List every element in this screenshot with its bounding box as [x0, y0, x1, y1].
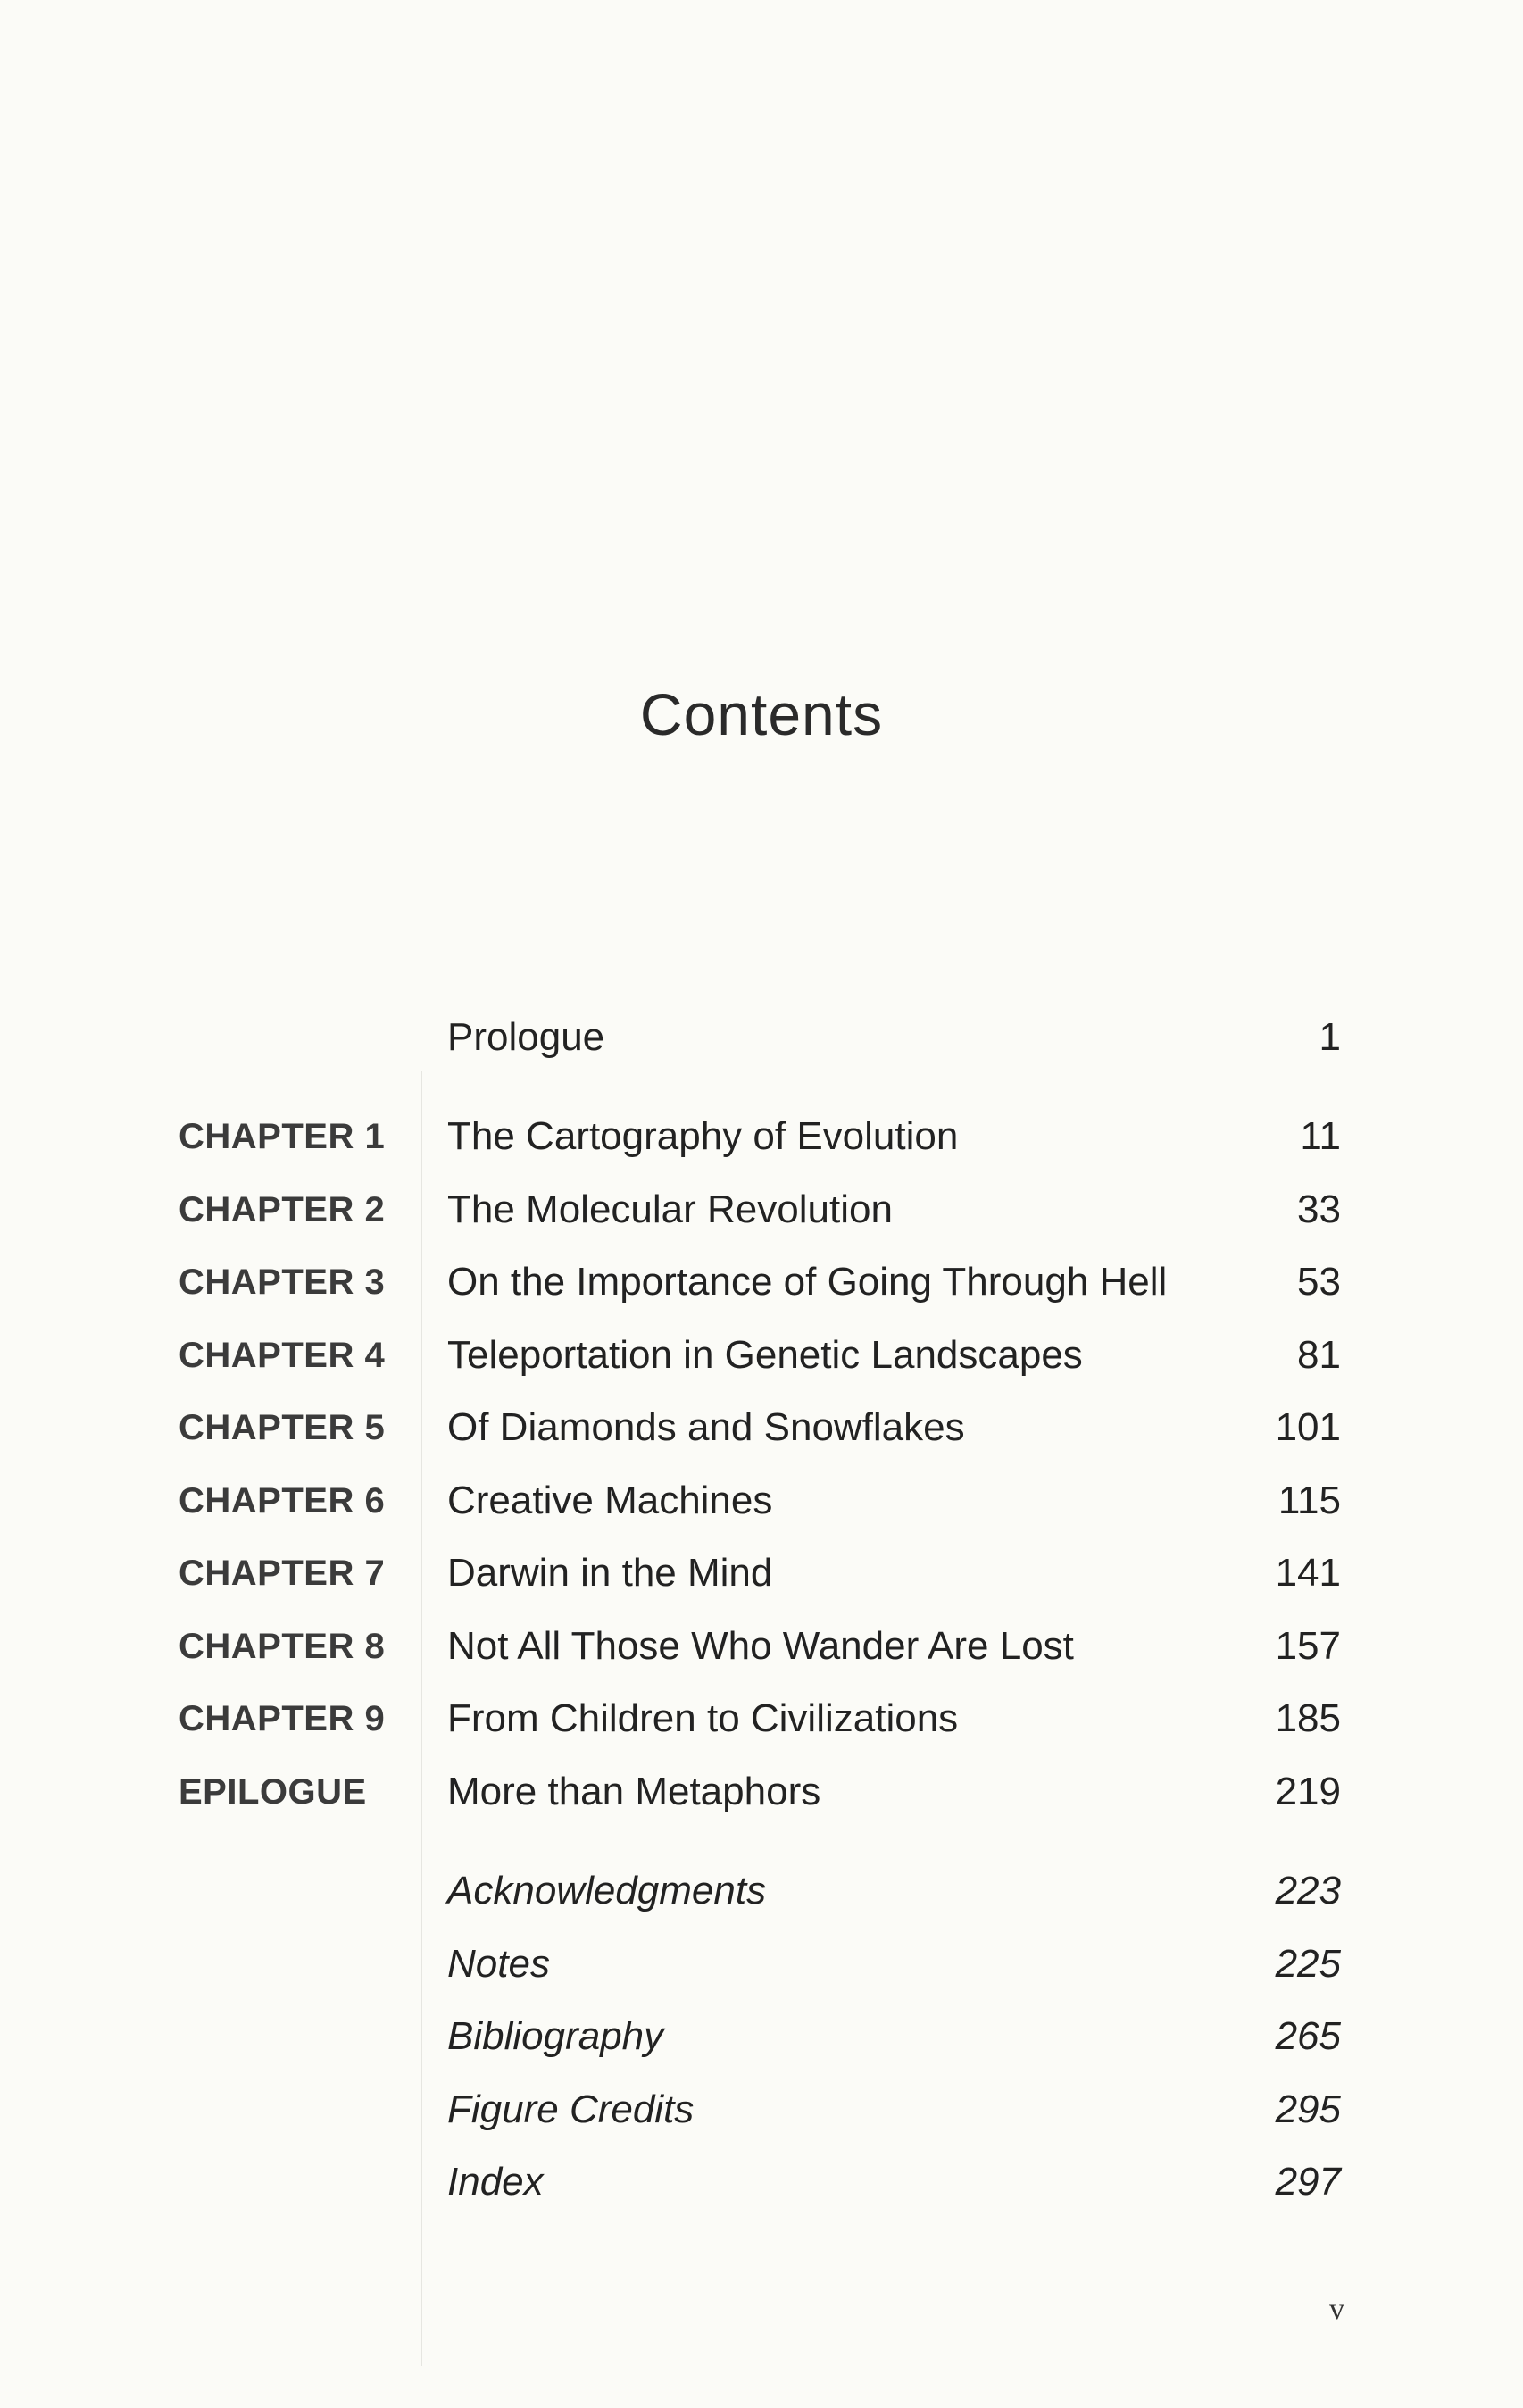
toc-entry-title: Figure Credits — [447, 2087, 695, 2131]
toc-row-chapter-4[interactable] — [0, 1329, 1523, 1382]
toc-entry-page: 157 — [1275, 1624, 1341, 1668]
chapter-label: CHAPTER 5 — [179, 1408, 386, 1447]
page-title: Contents — [639, 681, 884, 747]
toc-row-chapter-5[interactable] — [0, 1401, 1523, 1454]
toc-row-chapter-6[interactable] — [0, 1474, 1523, 1528]
toc-entry-page: 141 — [1275, 1551, 1341, 1595]
chapter-label: CHAPTER 3 — [179, 1262, 386, 1302]
toc-row-epilogue[interactable] — [0, 1765, 1523, 1819]
toc-entry-title: Notes — [447, 1942, 550, 1986]
toc-row-bibliography[interactable] — [0, 2010, 1523, 2063]
toc-row-prologue[interactable] — [0, 1011, 1523, 1064]
toc-row-chapter-3[interactable] — [0, 1255, 1523, 1309]
toc-entry-title: Of Diamonds and Snowflakes — [447, 1405, 965, 1449]
toc-entry-title: Darwin in the Mind — [447, 1551, 773, 1595]
toc-entry-title: Bibliography — [447, 2014, 664, 2058]
chapter-label: CHAPTER 2 — [179, 1190, 386, 1229]
toc-entry-title: Index — [447, 2160, 544, 2204]
toc-entry-title: Prologue — [447, 1015, 605, 1059]
toc-row-acknowledgments[interactable] — [0, 1864, 1523, 1918]
toc-entry-title: The Molecular Revolution — [447, 1187, 893, 1231]
toc-entry-page: 101 — [1275, 1405, 1341, 1449]
toc-entry-title: Acknowledgments — [447, 1869, 767, 1912]
chapter-label: CHAPTER 9 — [179, 1699, 386, 1738]
toc-row-chapter-1[interactable] — [0, 1110, 1523, 1163]
toc-entry-page: 223 — [1275, 1869, 1341, 1912]
toc-row-figure-credits[interactable] — [0, 2083, 1523, 2137]
toc-row-chapter-2[interactable] — [0, 1183, 1523, 1237]
toc-entry-title: More than Metaphors — [447, 1770, 821, 1813]
toc-entry-page: 115 — [1277, 1479, 1341, 1522]
toc-entry-title: Teleportation in Genetic Landscapes — [447, 1333, 1083, 1377]
toc-entry-title: Not All Those Who Wander Are Lost — [447, 1624, 1074, 1668]
toc-entry-page: 81 — [1297, 1333, 1341, 1377]
toc-row-chapter-7[interactable] — [0, 1546, 1523, 1600]
chapter-label: CHAPTER 7 — [179, 1554, 386, 1593]
chapter-label: CHAPTER 6 — [179, 1481, 386, 1521]
toc-row-index[interactable] — [0, 2155, 1523, 2209]
toc-row-chapter-8[interactable] — [0, 1620, 1523, 1673]
chapter-label: CHAPTER 4 — [179, 1336, 386, 1375]
toc-entry-page: 219 — [1275, 1770, 1341, 1813]
toc-entry-page: 53 — [1297, 1260, 1341, 1304]
toc-entry-page: 225 — [1275, 1942, 1341, 1986]
toc-entry-title: From Children to Civilizations — [447, 1696, 959, 1740]
toc-row-notes[interactable] — [0, 1937, 1523, 1991]
toc-entry-page: 265 — [1275, 2014, 1341, 2058]
page-number: v — [1329, 2293, 1344, 2326]
toc-entry-page: 33 — [1297, 1187, 1341, 1231]
toc-entry-page: 297 — [1275, 2160, 1341, 2204]
toc-entry-page: 11 — [1300, 1114, 1341, 1158]
toc-row-chapter-9[interactable] — [0, 1692, 1523, 1746]
toc-entry-page: 1 — [1319, 1015, 1341, 1059]
toc-entry-title: On the Importance of Going Through Hell — [447, 1260, 1168, 1304]
chapter-label: EPILOGUE — [179, 1772, 367, 1812]
toc-entry-title: The Cartography of Evolution — [447, 1114, 959, 1158]
chapter-label: CHAPTER 8 — [179, 1627, 386, 1666]
toc-entry-page: 295 — [1275, 2087, 1341, 2131]
toc-entry-title: Creative Machines — [447, 1479, 773, 1522]
chapter-label: CHAPTER 1 — [179, 1117, 386, 1156]
toc-entry-page: 185 — [1275, 1696, 1341, 1740]
